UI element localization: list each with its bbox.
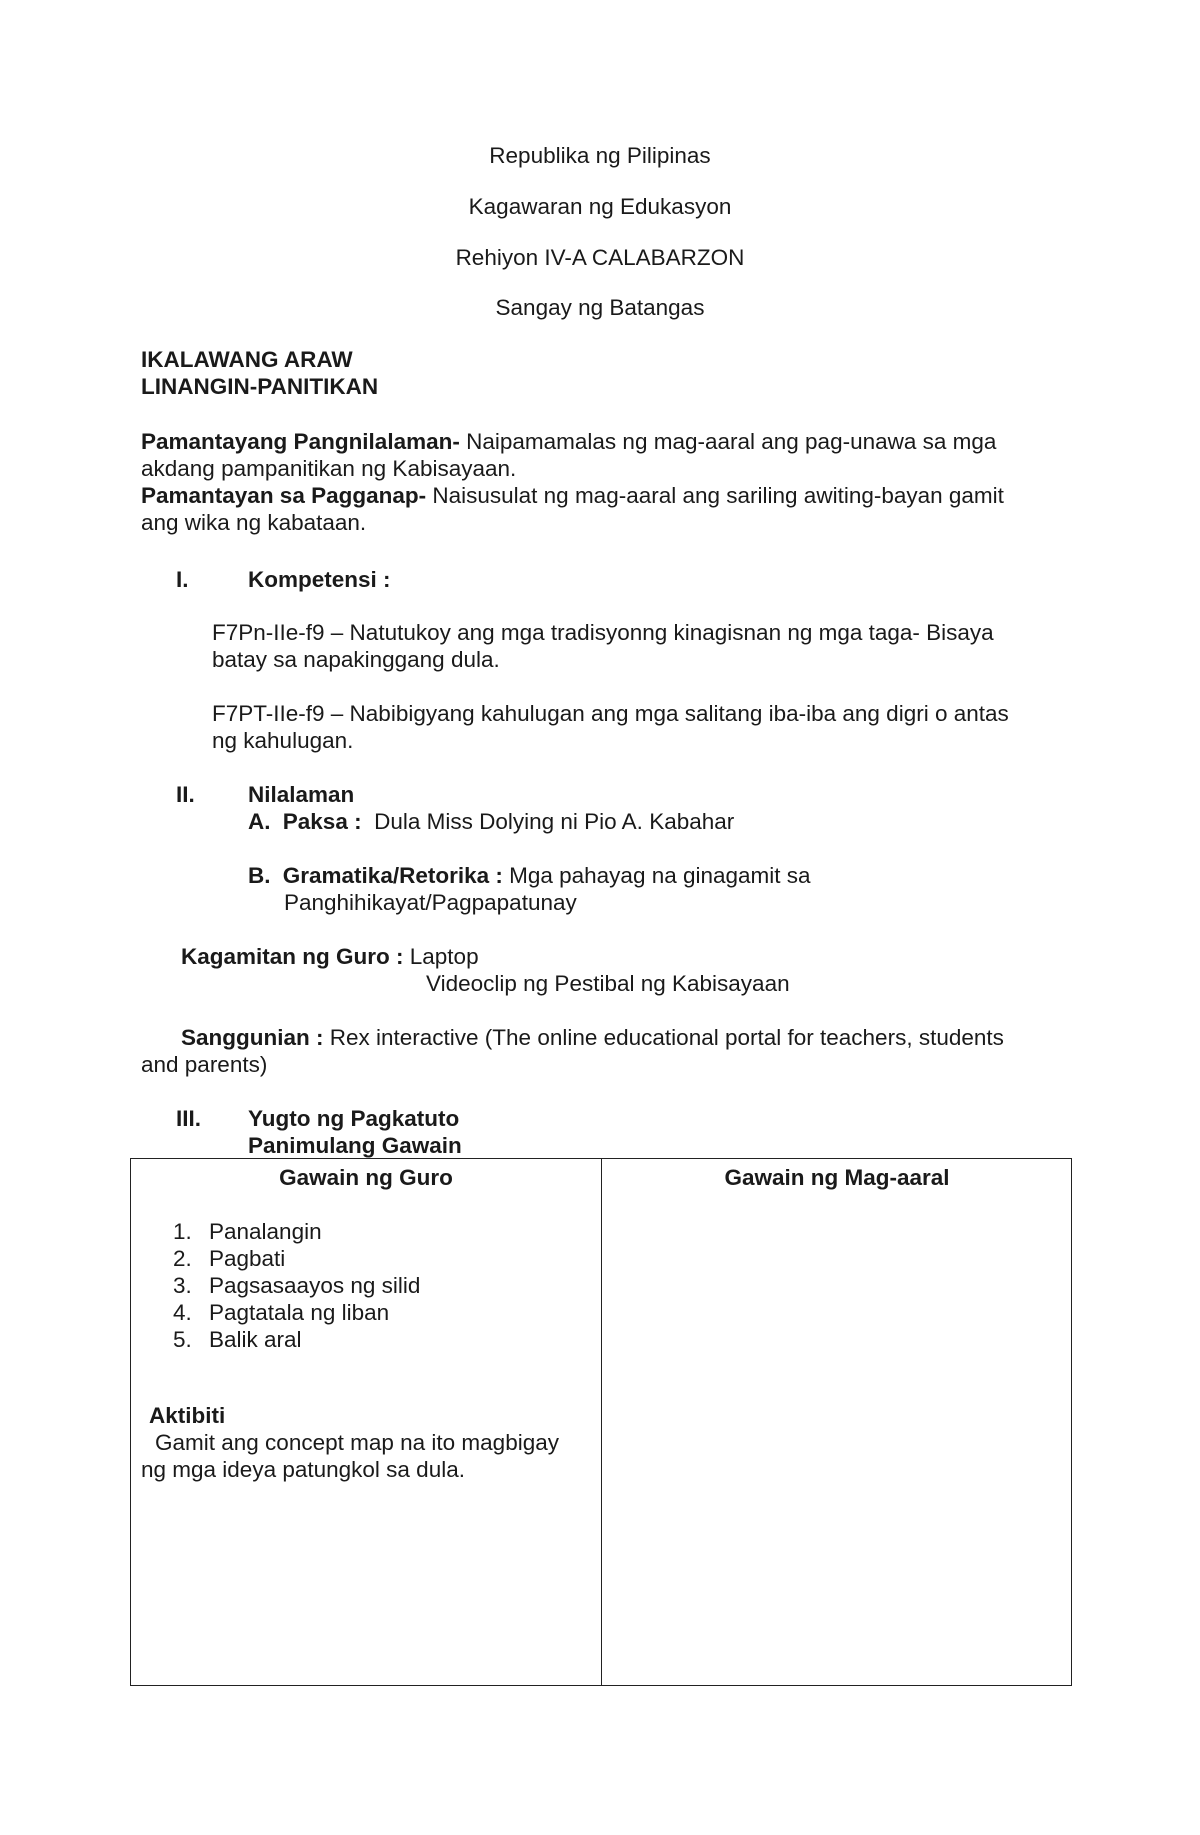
- content-standard-text-cont: akdang pampanitikan ng Kabisayaan.: [141, 456, 517, 481]
- grammar-text-cont: Panghihikayat/Pagpapatunay: [284, 890, 577, 915]
- learning-heading: Yugto ng Pagkatuto: [248, 1106, 460, 1131]
- header-department: Kagawaran ng Edukasyon: [468, 194, 732, 219]
- reference-label: Sanggunian :: [181, 1025, 324, 1050]
- list-item: [173, 1326, 420, 1353]
- competency-item-1-line1: F7Pn-IIe-f9 – Natutukoy ang mga tradisyonng kinagisnan ng mga taga- Bisaya: [212, 620, 994, 645]
- preliminary-steps-list: [173, 1218, 420, 1353]
- topic-label: Paksa :: [282, 809, 362, 834]
- teacher-column-header: Gawain ng Guro: [279, 1165, 453, 1190]
- header-region: Rehiyon IV-A CALABARZON: [455, 245, 745, 270]
- competency-item-1-line2: batay sa napakinggang dula.: [212, 647, 500, 672]
- performance-standard-label: Pamantayan sa Pagganap-: [141, 483, 427, 508]
- learning-numeral: III.: [176, 1106, 202, 1131]
- content-numeral: II.: [176, 782, 195, 807]
- grammar-line: [248, 862, 811, 889]
- list-item: [173, 1218, 420, 1245]
- step-label: Balik aral: [209, 1327, 302, 1352]
- list-item: [173, 1299, 420, 1326]
- reference-text: Rex interactive (The online educational portal for teachers, students: [323, 1025, 1004, 1050]
- performance-standard-text-cont: ang wika ng kabataan.: [141, 510, 367, 535]
- content-standard-label: Pamantayang Pangnilalaman-: [141, 429, 460, 454]
- list-item: [173, 1272, 420, 1299]
- content-standard: [141, 428, 1071, 482]
- competency-numeral: I.: [176, 567, 189, 592]
- learning-subheading: Panimulang Gawain: [248, 1133, 462, 1158]
- grammar-label: Gramatika/Retorika :: [282, 863, 503, 888]
- topic-text: Dula Miss Dolying ni Pio A. Kabahar: [361, 809, 735, 834]
- step-label: Panalangin: [209, 1219, 322, 1244]
- content-heading: Nilalaman: [248, 782, 355, 807]
- materials-line: [181, 943, 479, 970]
- list-item: [173, 1245, 420, 1272]
- activity-heading: Aktibiti: [149, 1403, 226, 1428]
- materials-label: Kagamitan ng Guro :: [181, 944, 404, 969]
- step-number: 5.: [173, 1327, 192, 1352]
- reference-text-cont: and parents): [141, 1052, 268, 1077]
- content-standard-text: Naipamamalas ng mag-aaral ang pag-unawa sa mga: [459, 429, 997, 454]
- grammar-text: Mga pahayag na ginagamit sa: [502, 863, 811, 888]
- competency-item-2: [212, 700, 1072, 754]
- student-column-header: Gawain ng Mag-aaral: [724, 1165, 950, 1190]
- topic-line: [248, 808, 734, 835]
- activity-text-cont: ng mga ideya patungkol sa dula.: [141, 1457, 465, 1482]
- step-number: 1.: [173, 1219, 192, 1244]
- table-column-divider: [601, 1159, 602, 1685]
- grammar-letter: B.: [248, 863, 271, 888]
- competency-item-2-line1: F7PT-IIe-f9 – Nabibigyang kahulugan ang mga salitang iba-iba ang digri o antas: [212, 701, 1009, 726]
- step-label: Pagtatala ng liban: [209, 1300, 390, 1325]
- performance-standard: [141, 482, 1071, 536]
- topic-letter: A.: [248, 809, 271, 834]
- header-division: Sangay ng Batangas: [495, 295, 705, 320]
- activity-text: Gamit ang concept map na ito magbigay: [155, 1430, 559, 1455]
- activity-table: [130, 1158, 1072, 1686]
- performance-standard-text: Naisusulat ng mag-aaral ang sariling awiting-bayan gamit: [426, 483, 1004, 508]
- competency-item-2-line2: ng kahulugan.: [212, 728, 354, 753]
- step-label: Pagsasaayos ng silid: [209, 1273, 421, 1298]
- competency-heading: Kompetensi :: [248, 567, 391, 592]
- step-number: 3.: [173, 1273, 192, 1298]
- materials-item-1: Laptop: [403, 944, 479, 969]
- section-title: LINANGIN-PANITIKAN: [141, 374, 379, 399]
- materials-item-2: Videoclip ng Pestibal ng Kabisayaan: [426, 971, 790, 996]
- reference-line: [181, 1024, 1004, 1051]
- step-number: 4.: [173, 1300, 192, 1325]
- header-republic: Republika ng Pilipinas: [489, 143, 711, 168]
- step-number: 2.: [173, 1246, 192, 1271]
- day-title: IKALAWANG ARAW: [141, 347, 353, 372]
- competency-item-1: [212, 619, 1072, 673]
- step-label: Pagbati: [209, 1246, 286, 1271]
